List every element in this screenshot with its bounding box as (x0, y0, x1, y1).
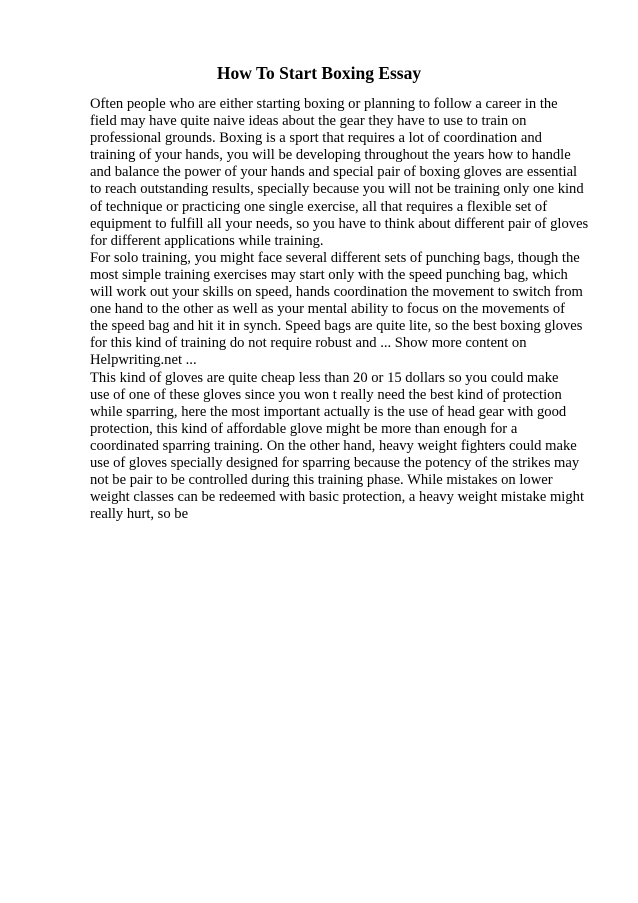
text-line: the speed bag and hit it in synch. Speed bags are quite lite, so the best boxing gloves (90, 318, 583, 335)
text-line: while sparring, here the most important actually is the use of head gear with good (90, 403, 567, 420)
text-line: of technique or practicing one single exercise, all that requires a flexible set of (90, 198, 548, 215)
text-line: use of gloves specially designed for sparring because the potency of the strikes may (90, 454, 580, 471)
text-line: Helpwriting.net ... (90, 352, 197, 369)
text-line: for different applications while training. (90, 232, 324, 249)
text-line: for this kind of training do not require robust and ... Show more content on (90, 335, 527, 352)
text-line: This kind of gloves are quite cheap less than 20 or 15 dollars so you could make (90, 369, 559, 386)
text-line: equipment to fulfill all your needs, so you have to think about different pair of gloves (90, 215, 589, 232)
text-line: will work out your skills on speed, hands coordination the movement to switch from (90, 284, 583, 301)
document-title: How To Start Boxing Essay (216, 63, 422, 83)
text-line: training of your hands, you will be developing throughout the years how to handle (90, 147, 571, 164)
text-line: most simple training exercises may start only with the speed punching bag, which (90, 266, 568, 283)
text-line: For solo training, you might face several different sets of punching bags, though the (90, 249, 580, 266)
text-line: Often people who are either starting boxing or planning to follow a career in the (90, 96, 558, 112)
text-line: use of one of these gloves since you won t really need the best kind of protection (90, 386, 562, 403)
document-body (90, 96, 620, 523)
text-line: not be pair to be controlled during this training phase. While mistakes on lower (90, 472, 553, 489)
text-line: one hand to the other as well as your mental ability to focus on the movements of (90, 301, 565, 318)
text-line: and balance the power of your hands and special pair of boxing gloves are essential (90, 164, 578, 181)
text-line: weight classes can be redeemed with basic protection, a heavy weight mistake might (90, 489, 584, 506)
text-line: professional grounds. Boxing is a sport that requires a lot of coordination and (90, 130, 542, 147)
text-line: to reach outstanding results, specially because you will not be training only one kind (90, 181, 584, 198)
text-line: coordinated sparring training. On the other hand, heavy weight fighters could make (90, 437, 577, 454)
text-line: protection, this kind of affordable glove might be more than enough for a (90, 420, 518, 437)
text-line: really hurt, so be (90, 506, 189, 523)
text-line: field may have quite naive ideas about the gear they have to use to train on (90, 113, 527, 130)
